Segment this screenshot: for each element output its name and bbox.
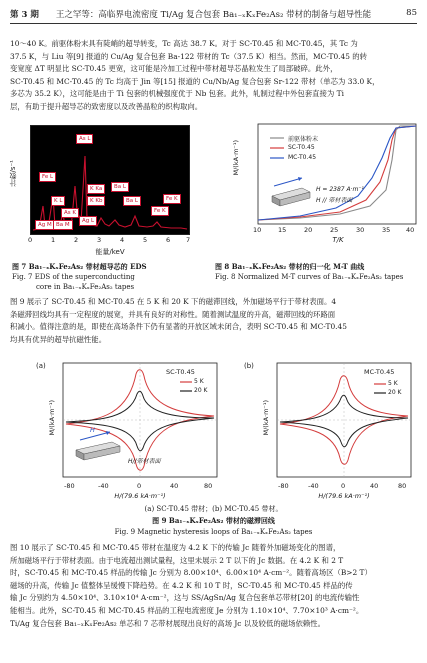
fig9a-xticks [62,482,218,492]
h-arrow-label-a: H [90,426,95,434]
mt-curves [240,120,420,240]
text-line: SC-T0.45 和 MC-T0.45 的 Tc 均高于 Jin 等[15] 报道的 Cu/Nb/Ag 复合包套 Sr-122 带材（单芯为 33.0 K， [10,76,380,86]
x-tick-label: 25 [330,226,339,234]
text-line: 积减小。值得注意的是，即使在高场条件下仍有显著的开放区域未闭合，表明 SC-T0.45 和 MC-T0.45 [10,322,347,332]
text-line: 磁场的升高，传输 Jc 值整体呈缓慢下降趋势。在 4.2 K 和 10 T 时，SC-T0.45 和 MC-T0.45 样品的传 [10,580,353,590]
x-tick-label: 3 [97,236,102,244]
legend-sc: SC-T0.45 [288,144,315,151]
text-line: 时，SC-T0.45 和 MC-T0.45 样品的传输 Jc 分别为 8.00×10⁴、6.00×10⁴ A·cm⁻²。随着高场区（B>2 T） [10,568,372,578]
text-line: Ti/Ag 复合包套 Ba₁₋ₓKₓFe₂As₂ 单芯和 7 芯带材展现出良好的高场 Jc 以及较低的磁场依赖性。 [10,618,326,628]
text-line: 10～40 K。前驱体粉末具有陡峭的超导转变，Tc 高达 38.7 K。对于 SC-T0.45 和 MC-T0.45，其 Tc 为 [10,39,358,48]
eds-peak-label: Ba L [123,196,141,206]
legend-20k-a: 20 K [194,387,208,394]
legend-mc: MC-T0.45 [288,154,317,161]
eds-peak-label: K L [51,196,65,206]
fig7-caption-zh: 图 7 Ba₁₋ₓKₓFe₂As₂ 带材超导芯的 EDS [12,262,147,271]
fig9b-plot [276,362,412,480]
fig8-xlabel: T/K [332,236,344,244]
running-title: 王之罕等：高临界电流密度 Ti/Ag 复合包套 Ba₁₋ₓKₓFe₂As₂ 带材的制备与超导性能 [55,10,372,20]
x-tick-label: 0 [28,236,33,244]
x-tick-label: 0 [341,482,346,490]
fig9-caption-en: Fig. 9 Magnetic hysteresis loops of Ba₁₋ₓKₓFe₂As₂ tapes [114,528,313,536]
text-line: 图 10 展示了 SC-T0.45 和 MC-T0.45 带材在温度为 4.2 K 下的传输 Jc 随着外加磁场变化的图谱， [10,543,341,552]
fig7-xticks [30,236,190,246]
x-tick-label: 80 [204,482,213,490]
x-tick-label: 40 [370,482,379,490]
legend-20k-b: 20 K [388,389,402,396]
fig8-caption [215,262,420,282]
paragraph-3 [10,542,417,630]
text-line: 所加磁场平行于带材表面。由于电流超出测试量程，这里未展示 2 T 以下的 Jc 数据。在 4.2 K 和 2 T [10,555,344,565]
text-line: 多芯为 35.2 K），这可能是由于 Ti 包套的机械强度优于 Nb 包套。此外，轧制过程中外包套直接为 Ti [10,89,344,99]
eds-peak-label: K Ka [87,184,105,194]
x-tick-label: 7 [186,236,191,244]
text-line: 能相当。此外，SC-T0.45 和 MC-T0.45 样品的工程电流密度 Je 分别为 1.10×10⁴、7.70×10³ A·cm⁻²。 [10,605,364,615]
fig9a-ylabel: M/(kA·m⁻¹) [48,400,56,436]
x-tick-label: 10 [253,226,262,234]
panel-b-label: (b) [244,362,254,370]
x-tick-label: 30 [356,226,365,234]
x-tick-label: 20 [304,226,313,234]
x-tick-label: 35 [382,226,391,234]
eds-peak-label: Ba M [53,220,73,230]
h-parallel-a: H//带材表面 [128,458,161,465]
field-note-2: H // 带材表面 [316,197,353,204]
fig7-ylabel: 计数/s⁻¹ [9,160,17,187]
x-tick-label: 2 [74,236,79,244]
fig9a-xlabel: H/(79.6 kA·m⁻¹) [114,492,166,500]
text-line: 变宽度 ΔT 明显比 SC-T0.45 更宽，这可能是冷加工过程中带材超导芯晶粒发生了局部破碎。此外， [10,64,338,74]
x-tick-label: -40 [98,482,109,490]
x-tick-label: 5 [143,236,148,244]
eds-peak-label: As K [61,208,79,218]
eds-peak-label: K Kb [87,196,105,206]
sample-label-b: MC-T0.45 [364,368,395,376]
fig8-caption-zh: 图 8 Ba₁₋ₓKₓFe₂As₂ 带材的归一化 M-T 曲线 [215,262,365,271]
fig9b-xticks [276,482,412,492]
x-tick-label: -80 [64,482,75,490]
legend-5k-a: 5 K [194,378,204,385]
fig8-mt-plot [240,120,420,240]
text-line: 条磁滞回线均具有一定程度的展宽，并具有良好的对称性。随着测试温度的升高，磁滞回线的环路面 [10,309,336,319]
eds-peak-label: Fe L [39,172,56,182]
x-tick-label: 4 [120,236,125,244]
fig9a-plot [62,362,218,480]
x-tick-label: -40 [308,482,319,490]
x-tick-label: 80 [398,482,407,490]
x-tick-label: 0 [137,482,142,490]
text-line: 图 9 展示了 SC-T0.45 和 MC-T0.45 在 5 K 和 20 K 下的磁滞回线，外加磁场平行于带材表面。4 [10,297,337,306]
eds-peak-label: Fe K [151,206,169,216]
fig8-xticks [253,226,420,236]
fig9-subcaption: (a) SC-T0.45 带材；(b) MC-T0.45 带材。 [144,505,283,513]
issue-label: 第 3 期 [10,10,39,20]
eds-peak-label: Ag M [35,220,55,230]
fig9b-ylabel: M/(kA·m⁻¹) [262,400,270,436]
x-tick-label: 6 [166,236,171,244]
fig7-xlabel: 能量/keV [95,248,125,256]
legend-precursor: 前驱体粉末 [288,136,319,143]
fig7-caption-en-2: core in Ba₁₋ₓKₓFe₂As₂ tapes [36,283,135,291]
x-tick-label: 40 [406,226,415,234]
fig7-caption [12,262,207,292]
text-line: 均具有优异的超导抗磁性能。 [10,334,107,344]
fig8-caption-en: Fig. 8 Normalized M-T curves of Ba₁₋ₓKₓFe₂As₂ tapes [215,273,404,281]
paragraph-1 [10,38,417,114]
x-tick-label: 40 [170,482,179,490]
text-line: 层，有助于提升超导芯的致密度以及改善晶粒的织构取向。 [10,101,203,111]
header-rule [10,23,417,24]
sample-label-a: SC-T0.45 [166,368,195,376]
page-number: 85 [406,8,417,18]
x-tick-label: -80 [278,482,289,490]
fig9-caption-zh: 图 9 Ba₁₋ₓKₓFe₂As₂ 带材的磁滞回线 [152,516,275,525]
paragraph-2 [10,296,417,346]
running-header [10,8,417,22]
text-line: 输 Jc 分别约为 4.50×10⁴、3.10×10⁴ A·cm⁻²，这与 SS/AgSn/Ag 复合包套单芯带材[20] 的电流传输性 [10,593,360,603]
eds-peak-label: Ag L [79,216,97,226]
eds-peak-label: As L [76,134,93,144]
eds-peak-label: Ba L [111,182,129,192]
x-tick-label: 15 [278,226,287,234]
panel-a-label: (a) [36,362,46,370]
text-line: 37.5 K，与 Liu 等[9] 报道的 Cu/Ag 复合包套 Ba-122 带材的 Tc（37.5 K）相当。然而，MC-T0.45 的转 [10,51,368,61]
fig7-caption-en-1: Fig. 7 EDS of the superconducting [12,273,135,281]
fig8-ylabel: M/(kA·m⁻¹) [232,140,240,176]
eds-peak-label: Fe K [163,194,181,204]
field-note-1: H = 2387 A·m⁻¹ [316,186,364,193]
fig9b-xlabel: H/(79.6 kA·m⁻¹) [318,492,370,500]
fig7-eds-plot [30,125,190,235]
legend-5k-b: 5 K [388,380,398,387]
x-tick-label: 1 [51,236,56,244]
